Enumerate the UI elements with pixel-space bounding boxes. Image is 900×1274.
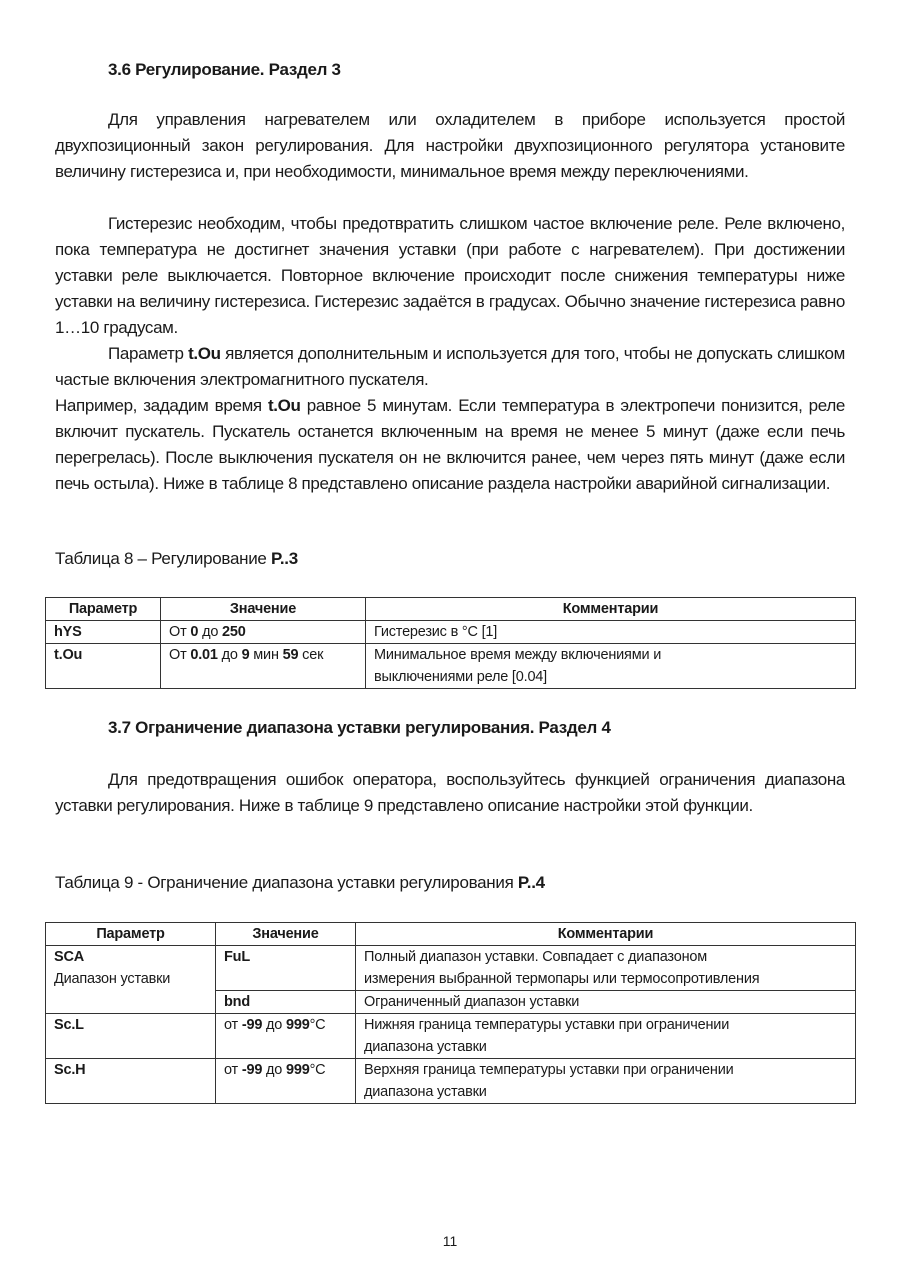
table-row [46, 1059, 856, 1104]
comment-cell: Верхняя граница температуры уставки при ограничении диапазона уставки [356, 1059, 856, 1104]
value-cell: bnd [216, 991, 356, 1014]
section-3-7-heading: 3.7 Ограничение диапазона уставки регулирования. Раздел 4 [108, 718, 611, 737]
section-3-6-heading: 3.6 Регулирование. Раздел 3 [108, 60, 341, 79]
param-cell: t.Ou [46, 644, 161, 689]
table9 [45, 922, 856, 1104]
page-number: 11 [442, 1233, 458, 1249]
param-code: t.Ou [188, 344, 221, 363]
table-row [46, 1014, 856, 1059]
param-cell: Sc.H [46, 1059, 216, 1104]
header-cell: Комментарии [356, 923, 856, 946]
table-row [46, 946, 856, 991]
param-cell: SCA Диапазон уставки [46, 946, 216, 1014]
comment-cell: Гистерезис в °C [1] [366, 621, 856, 644]
comment-cell: Минимальное время между включениями и выключениями реле [0.04] [366, 644, 856, 689]
comment-cell: Ограниченный диапазон уставки [356, 991, 856, 1014]
table-row [46, 621, 856, 644]
table-header-row [46, 923, 856, 946]
value-cell: FuL [216, 946, 356, 991]
table9-caption: Таблица 9 - Ограничение диапазона уставки регулирования P..4 [55, 873, 545, 892]
table8-caption: Таблица 8 – Регулирование P..3 [55, 549, 298, 568]
comment-cell: Нижняя граница температуры уставки при ограничении диапазона уставки [356, 1014, 856, 1059]
value-cell: от -99 до 999°C [216, 1059, 356, 1104]
value-cell: От 0.01 до 9 мин 59 сек [161, 644, 366, 689]
table8 [45, 597, 856, 689]
section-3-6-paragraph-3: Параметр t.Ou является дополнительным и используется для того, чтобы не допускать слишком частые включения электромагнитного пускателя. [55, 344, 845, 389]
header-cell: Значение [161, 598, 366, 621]
value-cell: от -99 до 999°C [216, 1014, 356, 1059]
param-code: t.Ou [267, 396, 301, 415]
section-3-7-paragraph-1: Для предотвращения ошибок оператора, воспользуйтесь функцией ограничения диапазона уставки регулирования. Ниже в таблице 9 представлено описание настройки этой функции. [55, 770, 845, 815]
header-cell: Значение [216, 923, 356, 946]
section-3-6-paragraph-2: Гистерезис необходим, чтобы предотвратить слишком частое включение реле. Реле включено, пока температура не достигнет значения уставки (при работе с нагревателем). При достижении уставки реле выключается. Повторное включение происходит после снижения температуры ниже уставки на величину гистерезиса. Гистерезис задаётся в градусах. Обычно значение гистерезиса равно 1…10 градусам. [55, 214, 845, 337]
comment-cell: Полный диапазон уставки. Совпадает с диапазоном измерения выбранной термопары или термосопротивления [356, 946, 856, 991]
header-cell: Параметр [46, 598, 161, 621]
table-header-row [46, 598, 856, 621]
section-3-6-paragraph-1: Для управления нагревателем или охладителем в приборе используется простой двухпозиционный закон регулирования. Для настройки двухпозиционного регулятора установите величину гистерезиса и, при необходимости, минимальное время между переключениями. [55, 110, 845, 181]
section-3-6-paragraph-4: Например, зададим время t.Ou равное 5 минутам. Если температура в электропечи понизится, реле включит пускатель. Пускатель останется включенным на время не менее 5 минут (даже если печь перегрелась). После выключения пускателя он не включится ранее, чем через пять минут (даже если печь остыла). Ниже в таблице 8 представлено описание раздела настройки аварийной сигнализации. [55, 396, 845, 493]
param-cell: Sc.L [46, 1014, 216, 1059]
table-row [46, 644, 856, 689]
param-cell: hYS [46, 621, 161, 644]
header-cell: Комментарии [366, 598, 856, 621]
value-cell: От 0 до 250 [161, 621, 366, 644]
header-cell: Параметр [46, 923, 216, 946]
